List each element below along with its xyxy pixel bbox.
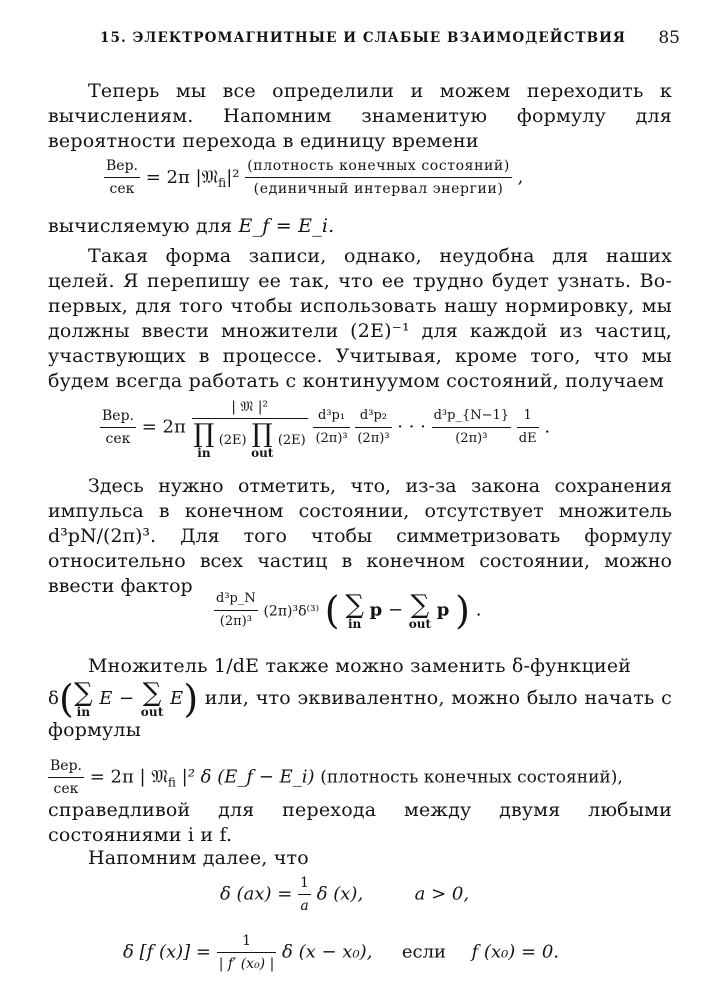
- energy-out: E: [169, 688, 184, 709]
- page-number: 85: [658, 28, 680, 48]
- running-head: 15. ЭЛЕКТРОМАГНИТНЫЕ И СЛАБЫЕ ВЗАИМОДЕЙСТВИЯ: [100, 30, 626, 46]
- den-2pi-n: (2π)³: [455, 431, 488, 446]
- sum-out: ∑ out: [408, 589, 432, 631]
- fraction-derivative: $\frac{1}{\text{| f′ (x₀) |}}$: [217, 930, 277, 975]
- sum-in: ∑ in: [345, 589, 364, 631]
- equation-phase-space: $\frac{\text{Вер.}}{\text{сек}}$ = 2π | 𝔐 |² ∏ in (2E) ∏ out (2E) $\frac{\text{d³p₁}}{\text{(2π)³}}$ $\frac{\text{d³p₂}}{\text{(2π)³}}$ · · · $\frac{\text{d³p\_\{N−1\}}}{\text{(2π)³}}$ $\frac{1}{dE}$ .: [100, 396, 550, 459]
- den-2pi: (2π)³: [357, 431, 390, 446]
- paragraph-recall: Напомним далее, что: [88, 847, 309, 869]
- paragraph-momentum: Здесь нужно отметить, что, из-за закона сохранения импульса в конечном состоянии, отсутствует множитель d³pN/(2π)³. Для того чтобы симметризовать формулу относительно всех частиц в конечном состоянии, можно ввести фактор: [48, 475, 672, 597]
- equation-delta-composition: δ [f (x)] = $\frac{1}{\text{| f′ (x₀) |}}$ δ (x − x₀), если f (x₀) = 0.: [123, 930, 559, 975]
- paragraph-normalization: Такая форма записи, однако, неудобна для наших целей. Я перепишу ее так, что ее трудно будет узнать. Во-первых, для того чтобы использовать нашу нормировку, мы должны ввести множители (2E)⁻¹ для каждой из частиц, участвующих в процессе. Учитывая, кроме того, что мы будем всегда работать с континуумом состояний, получаем: [48, 245, 672, 392]
- fraction-one-over-a: $\frac{1}{a}$: [298, 872, 311, 917]
- equation-delta-rate: $\frac{\text{Вер.}}{\text{сек}}$ = 2π | 𝔐$_{fi}$ |² δ (E_f − E_i) (плотность конечных состояний),: [48, 755, 623, 800]
- paragraph-intro: Теперь мы все определили и можем переходить к вычислениям. Напомним знаменитую формулу для вероятности перехода в единицу времени: [48, 80, 672, 152]
- page-header: [60, 28, 680, 50]
- den-factor-2: (2E): [277, 433, 306, 448]
- fraction-ver-sek: $\frac{\text{Вер.}}{\text{сек}}$: [104, 155, 140, 200]
- equation-energy-delta: δ( ∑ in E − ∑ out E): [48, 677, 199, 721]
- equation-delta-scaling: δ (ax) = $\frac{1}{a}$ δ (x), a > 0,: [220, 872, 469, 917]
- fraction-ver-sek-3: $\frac{\text{Вер.}}{\text{сек}}$: [48, 755, 84, 800]
- momentum-out: p: [436, 599, 450, 621]
- paragraph-validity: справедливой для перехода между двумя любыми состояниями i и f.: [48, 799, 672, 846]
- equation-transition-rate: $\frac{\text{Вер.}}{\text{сек}}$ = 2π |𝔐$_{fi}$|² $\frac{\text{(плотность конечных состояний)}}{\text{(единичный интервал энергии)}}$ ,: [104, 155, 523, 200]
- energy-condition: E_f = E_i.: [238, 215, 335, 237]
- fraction-dpn: $\frac{\text{d³p\_\{N−1\}}}{\text{(2π)³}}$: [432, 405, 511, 450]
- eq1-coefficient: = 2π |𝔐$_{fi}$|²: [145, 166, 240, 190]
- fraction-one-over-de: $\frac{1}{dE}$: [517, 405, 539, 450]
- fraction-matrix-element: | 𝔐 |² ∏ in (2E) ∏ out (2E): [192, 396, 308, 459]
- fraction-density: $\frac{\text{(плотность конечных состояний)}}{\text{(единичный интервал энергии)}}$: [245, 155, 512, 200]
- fraction-ver-sek-2: $\frac{\text{Вер.}}{\text{сек}}$: [100, 405, 136, 450]
- paragraph-condition: вычисляемую для E_f = E_i.: [48, 215, 335, 237]
- paragraph-delta-sum: δ( ∑ in E − ∑ out E) или, что эквивалентно, можно было начать с формулы: [48, 677, 673, 741]
- equation-symmetrize-factor: $\frac{\text{d³p\_N}}{\text{(2π)³}}$ (2π)³δ⁽³⁾ ( ∑ in p − ∑ out p ) .: [216, 588, 482, 633]
- fraction-dpn-2pi: $\frac{\text{d³p\_N}}{\text{(2π)³}}$: [214, 588, 258, 633]
- paragraph-delta-intro: Множитель 1/dE также можно заменить δ-функцией: [88, 655, 632, 677]
- fraction-dp2: $\frac{\text{d³p₂}}{\text{(2π)³}}$: [355, 405, 391, 450]
- fraction-dp1: $\frac{\text{d³p₁}}{\text{(2π)³}}$: [313, 405, 349, 450]
